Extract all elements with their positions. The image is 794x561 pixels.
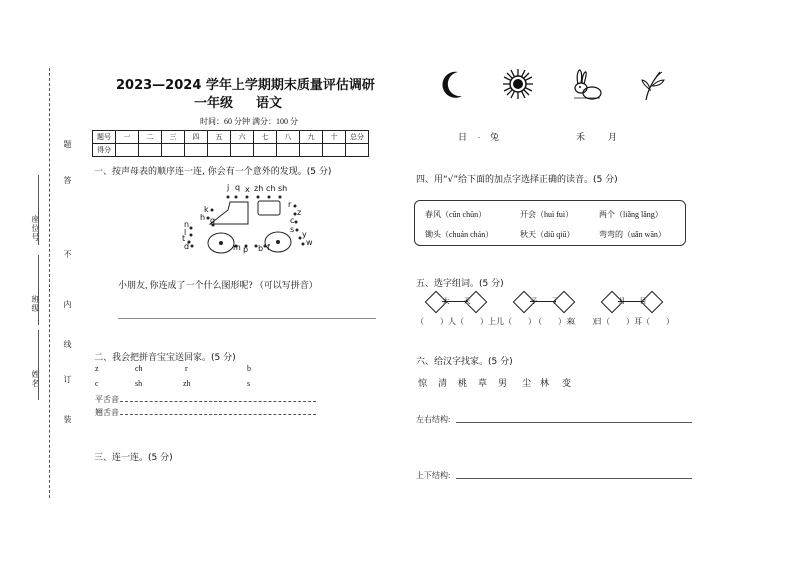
pair-char: 子 [530, 297, 538, 305]
word-blanks-row[interactable] [416, 316, 686, 328]
dot-label: r [288, 200, 292, 209]
class-line [38, 255, 39, 325]
dot-label: h [200, 213, 206, 222]
exam-subject: 语文 [256, 96, 283, 111]
word-blank[interactable]: （ ）上 [456, 317, 496, 326]
top-bottom-structure-label: 上下结构: [416, 471, 451, 480]
char-item: 惊 [418, 378, 428, 388]
section6-heading: 六、给汉字找家。(5 分) [416, 357, 513, 367]
choice-word: 锄头 [425, 230, 441, 239]
pinyin-row-1 [95, 364, 315, 376]
class-label: 班级 [31, 295, 40, 313]
choice-word: 两个 [599, 210, 615, 219]
pair-char: 天 [463, 297, 471, 305]
word-blank[interactable]: 耳（ ） [634, 317, 674, 326]
choice-word: 秋天 [520, 230, 536, 239]
moon-icon [440, 70, 468, 100]
char-pair-group [424, 292, 674, 312]
cut-mark: 答 [63, 176, 72, 185]
cut-mark: 内 [63, 300, 72, 309]
score-input-cell[interactable] [116, 144, 139, 157]
pinyin-row-2 [95, 379, 315, 391]
score-input-cell[interactable] [208, 144, 231, 157]
table-cell: 九 [300, 131, 323, 144]
char-item: 变 [562, 378, 572, 388]
choice-word: 春风 [425, 210, 441, 219]
char-item: 林 [540, 378, 550, 388]
pair-char: 大 [442, 297, 450, 305]
pinyin-choice[interactable] [425, 209, 486, 220]
score-table [92, 130, 369, 157]
score-input-cell[interactable] [185, 144, 208, 157]
dot-label: l [184, 228, 187, 237]
grain-icon [640, 68, 666, 102]
dot-label: b [258, 244, 264, 253]
cut-mark: 题 [63, 140, 72, 149]
pinyin-item: zh [183, 379, 191, 388]
table-cell: 八 [277, 131, 300, 144]
picture-char-sun: 日 [458, 132, 468, 142]
exam-grade: 一年级 [194, 96, 234, 111]
binding-dashed-line [49, 68, 50, 498]
time-info: 时间：60 分钟 满分：100 分 [200, 117, 298, 126]
char-pair [512, 292, 578, 310]
char-pair [600, 292, 666, 310]
pinyin-choice[interactable] [520, 209, 573, 220]
name-label: 姓名 [31, 370, 40, 388]
retroflex-label: 翘舌音 [95, 408, 119, 417]
dot-label: m [233, 243, 241, 252]
dot-to-dot-puzzle[interactable] [170, 180, 330, 260]
section2-heading: 二、我会把拼音宝宝送回家。(5 分) [94, 353, 236, 363]
retroflex-answer-line[interactable] [120, 414, 316, 415]
word-blank[interactable]: （ ）人 [416, 317, 456, 326]
seat-number-label: 座位号 [31, 215, 40, 242]
dot-label: s [290, 225, 295, 234]
dot-label: d [184, 242, 190, 251]
score-input-cell[interactable] [254, 144, 277, 157]
word-blank[interactable]: （ ） [568, 317, 600, 326]
choice-options: （liǎng lǎng） [615, 210, 663, 219]
picture-char-dot: . [478, 131, 480, 140]
choice-word: 开会 [520, 210, 536, 219]
exam-title: 2023—2024 学年上学期期末质量评估调研 [116, 78, 375, 93]
char-item: 尘 [522, 378, 532, 388]
score-input-cell[interactable] [300, 144, 323, 157]
choice-word: 弯弯的 [599, 230, 623, 239]
dot-label: p [243, 245, 249, 254]
table-cell: 题号 [93, 131, 116, 144]
score-input-cell[interactable] [139, 144, 162, 157]
char-list [418, 376, 588, 390]
choice-options: （huì fuì） [536, 210, 574, 219]
picture-char-grain: 禾 [576, 132, 586, 142]
table-cell: 二 [139, 131, 162, 144]
pinyin-choice-box [414, 200, 686, 246]
picture-char-moon: 月 [608, 132, 618, 142]
dot-label: k [204, 205, 209, 214]
dot-label: f [267, 243, 270, 252]
cut-mark: 订 [63, 375, 72, 384]
picture-char-rabbit: 兔 [490, 132, 500, 142]
score-input-cell[interactable] [231, 144, 254, 157]
dot-label: zh [254, 184, 264, 193]
dot-label: ch [266, 184, 276, 193]
char-item: 清 [438, 378, 448, 388]
flat-tongue-answer-line[interactable] [120, 401, 316, 402]
pair-char: 目 [639, 297, 647, 305]
section1-heading: 一、按声母表的顺序连一连, 你会有一个意外的发现。(5 分) [94, 167, 332, 177]
table-cell: 四 [185, 131, 208, 144]
dot-label: g [210, 216, 216, 225]
table-cell: 七 [254, 131, 277, 144]
dot-label: c [290, 216, 295, 225]
dot-label: t [182, 234, 186, 243]
section1-answer-line[interactable] [118, 318, 376, 319]
char-item: 草 [478, 378, 488, 388]
section4-heading: 四、用“√”给下面的加点字选择正确的读音。(5 分) [416, 175, 618, 185]
dot-label: x [245, 185, 250, 194]
table-cell: 总分 [346, 131, 369, 144]
table-cell: 十 [323, 131, 346, 144]
pair-char: 了 [551, 297, 559, 305]
pinyin-choice[interactable] [599, 229, 666, 240]
cut-mark: 不 [63, 250, 72, 259]
flat-tongue-label: 平舌音 [95, 395, 119, 404]
dot-label: z [297, 208, 302, 217]
pinyin-item: sh [135, 379, 143, 388]
pinyin-choice[interactable] [520, 229, 574, 240]
rabbit-icon [570, 68, 604, 102]
sun-icon [502, 68, 534, 100]
picture-row [430, 68, 670, 108]
name-line [38, 330, 39, 400]
word-blank[interactable]: 日（ ） [594, 317, 634, 326]
seat-number-line [38, 175, 39, 245]
dot-label: n [184, 220, 190, 229]
pinyin-item: z [95, 364, 99, 373]
dot-label: w [306, 238, 313, 247]
pinyin-item: c [95, 379, 99, 388]
table-cell: 一 [116, 131, 139, 144]
choice-options: （cūn chūn） [441, 210, 487, 219]
dot-label: j [227, 183, 230, 192]
char-item: 男 [498, 378, 508, 388]
left-right-structure-label: 左右结构: [416, 415, 451, 424]
section3-heading: 三、连一连。(5 分) [94, 453, 173, 463]
left-right-answer-line[interactable] [456, 422, 692, 423]
pinyin-item: s [247, 379, 251, 388]
cut-mark: 装 [63, 415, 72, 424]
section1-question: 小朋友, 你连成了一个什么图形呢? （可以写拼音） [118, 280, 318, 290]
choice-options: （uǎn wān） [623, 230, 666, 239]
word-blank[interactable]: 儿（ ） [496, 317, 536, 326]
score-input-cell[interactable] [277, 144, 300, 157]
binding-margin [0, 0, 72, 561]
char-item: 桃 [458, 378, 468, 388]
choice-options: （chuán chán） [441, 230, 494, 239]
car-dot-diagram [170, 180, 330, 260]
score-input-cell[interactable] [323, 144, 346, 157]
top-bottom-answer-line[interactable] [456, 478, 692, 479]
table-cell: 三 [162, 131, 185, 144]
dot-label: y [302, 230, 307, 239]
choice-options: （diū qiū） [536, 230, 575, 239]
pinyin-item: ch [135, 364, 143, 373]
cut-mark: 线 [63, 340, 72, 349]
score-input-cell[interactable] [346, 144, 369, 157]
dot-label: sh [278, 184, 288, 193]
pinyin-item: r [185, 364, 188, 373]
pinyin-choice[interactable] [425, 229, 493, 240]
table-cell: 五 [208, 131, 231, 144]
word-blank[interactable]: （ ）来 [534, 317, 574, 326]
table-cell: 得分 [93, 144, 116, 157]
dot-label: q [235, 183, 241, 192]
pair-char: 月 [618, 297, 626, 305]
pinyin-choice[interactable] [599, 209, 663, 220]
section5-heading: 五、选字组词。(5 分) [416, 279, 504, 289]
pinyin-item: b [247, 364, 251, 373]
score-input-cell[interactable] [162, 144, 185, 157]
char-pair [424, 292, 490, 310]
table-cell: 六 [231, 131, 254, 144]
